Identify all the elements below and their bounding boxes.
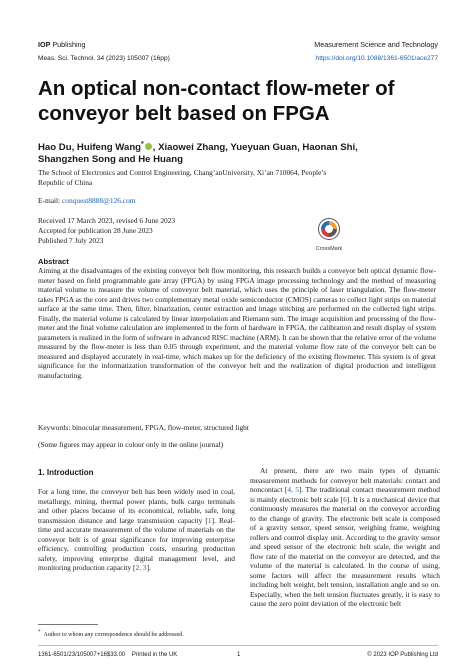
- citation-ref[interactable]: 6: [343, 494, 347, 504]
- author-list: [38, 139, 368, 165]
- affiliation: The School of Electronics and Control Engineering, Chang’anUniversity, Xi’an 710064, People’s Republic of China: [38, 168, 327, 187]
- citation-ref[interactable]: 4, 5: [287, 485, 299, 494]
- intro-text-c: ].: [146, 563, 151, 572]
- page-number: 1: [237, 652, 241, 658]
- footer-issn: 1361-6501/23/105007+16$33.00 Printed in the UK: [38, 652, 178, 658]
- intro-left-column: [38, 487, 235, 573]
- intro-text-f: ]. It is a mechanical device that continuously measures the material on the conveyor according to the change of gravity. The electronic belt scale is composed of a gravity sensor, speed sensor, weighing frame, weighing rollers and control display unit. According to the gravity sensor and speed sensor of the electronic belt scale, the weight and flow rate of the material on the conveyor are detected, and the volume of the material is calculated. In the course of using, some factors will affect the measurement results which including belt weight, belt tension, installation angle and so on. Especially, when the belt tension fluctuates greatly, it is easy to cause the zero point deviation of the electronic belt: [250, 494, 440, 608]
- citation-ref[interactable]: 1: [207, 515, 212, 525]
- keywords: Keywords: binocular measurement, FPGA, flow-meter, structured light: [38, 423, 249, 432]
- footnote-text: Author to whom any correspondence should be addressed.: [43, 632, 184, 638]
- journal-name: Measurement Science and Technology: [314, 40, 438, 49]
- citation-ref[interactable]: 2, 3: [135, 563, 147, 572]
- article-dates: [38, 216, 175, 246]
- footnote-divider: [38, 624, 98, 625]
- publisher-rest: Publishing: [50, 40, 86, 49]
- publisher-bold: IOP: [38, 40, 51, 49]
- authors-first: Hao Du, Huifeng Wang: [38, 142, 142, 154]
- published-date: Published 7 July 2023: [38, 236, 104, 245]
- corresponding-star: *: [141, 141, 144, 148]
- footer-copyright: © 2023 IOP Publishing Ltd: [367, 652, 438, 658]
- intro-text-e: ]. The traditional contact measurement method is mainly electronic belt scale [: [250, 485, 440, 504]
- intro-right-column: [250, 466, 440, 609]
- intro-paragraph-2: [250, 466, 440, 609]
- doi-link[interactable]: https://doi.org/10.1088/1361-6501/ace277: [315, 55, 438, 62]
- citation: Meas. Sci. Technol. 34 (2023) 105007 (16pp): [38, 55, 170, 62]
- footer-divider: [38, 645, 438, 646]
- crossmark-label: CrossMark: [315, 246, 343, 252]
- authors-rest: , Xiaowei Zhang, Yueyuan Guan, Haonan Shi,: [152, 142, 358, 154]
- accepted-date: Accepted for publication 28 June 2023: [38, 226, 153, 235]
- colour-note: (Some figures may appear in colour only in the online journal): [38, 440, 224, 449]
- publisher-logo: [38, 40, 86, 49]
- received-date: Received 17 March 2023, revised 6 June 2023: [38, 216, 176, 225]
- authors-line2: Shangzhen Song and He Huang: [38, 153, 183, 165]
- abstract-text: Aiming at the disadvantages of the existing conveyor belt flow monitoring, this research builds a conveyor belt optical dynamic flow-meter based on field programmable gate array (FPGA) by using FPGA image processing technology and the method of measuring material volume to measure the volume of conveyor belt material, which uses the principle of laser triangulation. The flow-meter takes FPGA as the core and drives two complementary metal oxide semiconductor (CMOS) cameras to collect light strips on material surface at the same time. Then, filter, binarization, center extraction and image stitching are performed on the collected light strips. Finally, the material volume is calculated by linear interpolation and Riemann sum. The image acquisition and processing of the flow-meter and the final volume calculation are implemented in the form of hardware in FPGA, the calibration and result display of system parameters is realized in the form of software in advanced RISC machine (ARM). It can be shown that the relative error of the volume measured by the flow-meter is less than 0.05 through experiment, and the material volume flow rate of the conveyor belt can be measured and displayed accurately in real-time, which makes up for the deficiency of the existing flowmeter. This system is of great significance for the informatization transformation of the conveyor belt and the realization of digital production and intelligent manufacturing.: [38, 266, 436, 380]
- intro-text-b: ]. Real-time and accurate measurement of the volume of materials on the conveyor belt is of great significance for improving enterprise efficiency, controlling production costs, ensuring production safety, improving enterprise digital management level, and monitoring production capacity [: [38, 515, 235, 572]
- section-heading-introduction: 1. Introduction: [38, 468, 94, 477]
- email-line: [38, 196, 136, 205]
- intro-text-d: At present, there are two main types of dynamic measurement methods for conveyor belt materials: contact and noncontact [: [250, 466, 440, 494]
- abstract-heading: Abstract: [38, 257, 69, 266]
- email-label: E-mail:: [38, 196, 63, 205]
- footnote: [38, 630, 184, 638]
- footnote-star: *: [38, 630, 41, 635]
- email-link[interactable]: conquest8888@126.com: [62, 196, 136, 205]
- intro-paragraph-1: [38, 487, 235, 573]
- orcid-icon[interactable]: [145, 143, 152, 150]
- crossmark-badge[interactable]: [312, 218, 346, 252]
- paper-title: An optical non-contact flow-meter of conveyor belt based on FPGA: [38, 77, 395, 125]
- crossmark-icon: [318, 218, 340, 240]
- intro-text-a: For a long time, the conveyor belt has been widely used in coal, metallurgy, mining, thermal power plants, bulk cargo terminals and other places because of its economical, reliable, safe, long transmission distance and large transmission capacity [: [38, 487, 235, 525]
